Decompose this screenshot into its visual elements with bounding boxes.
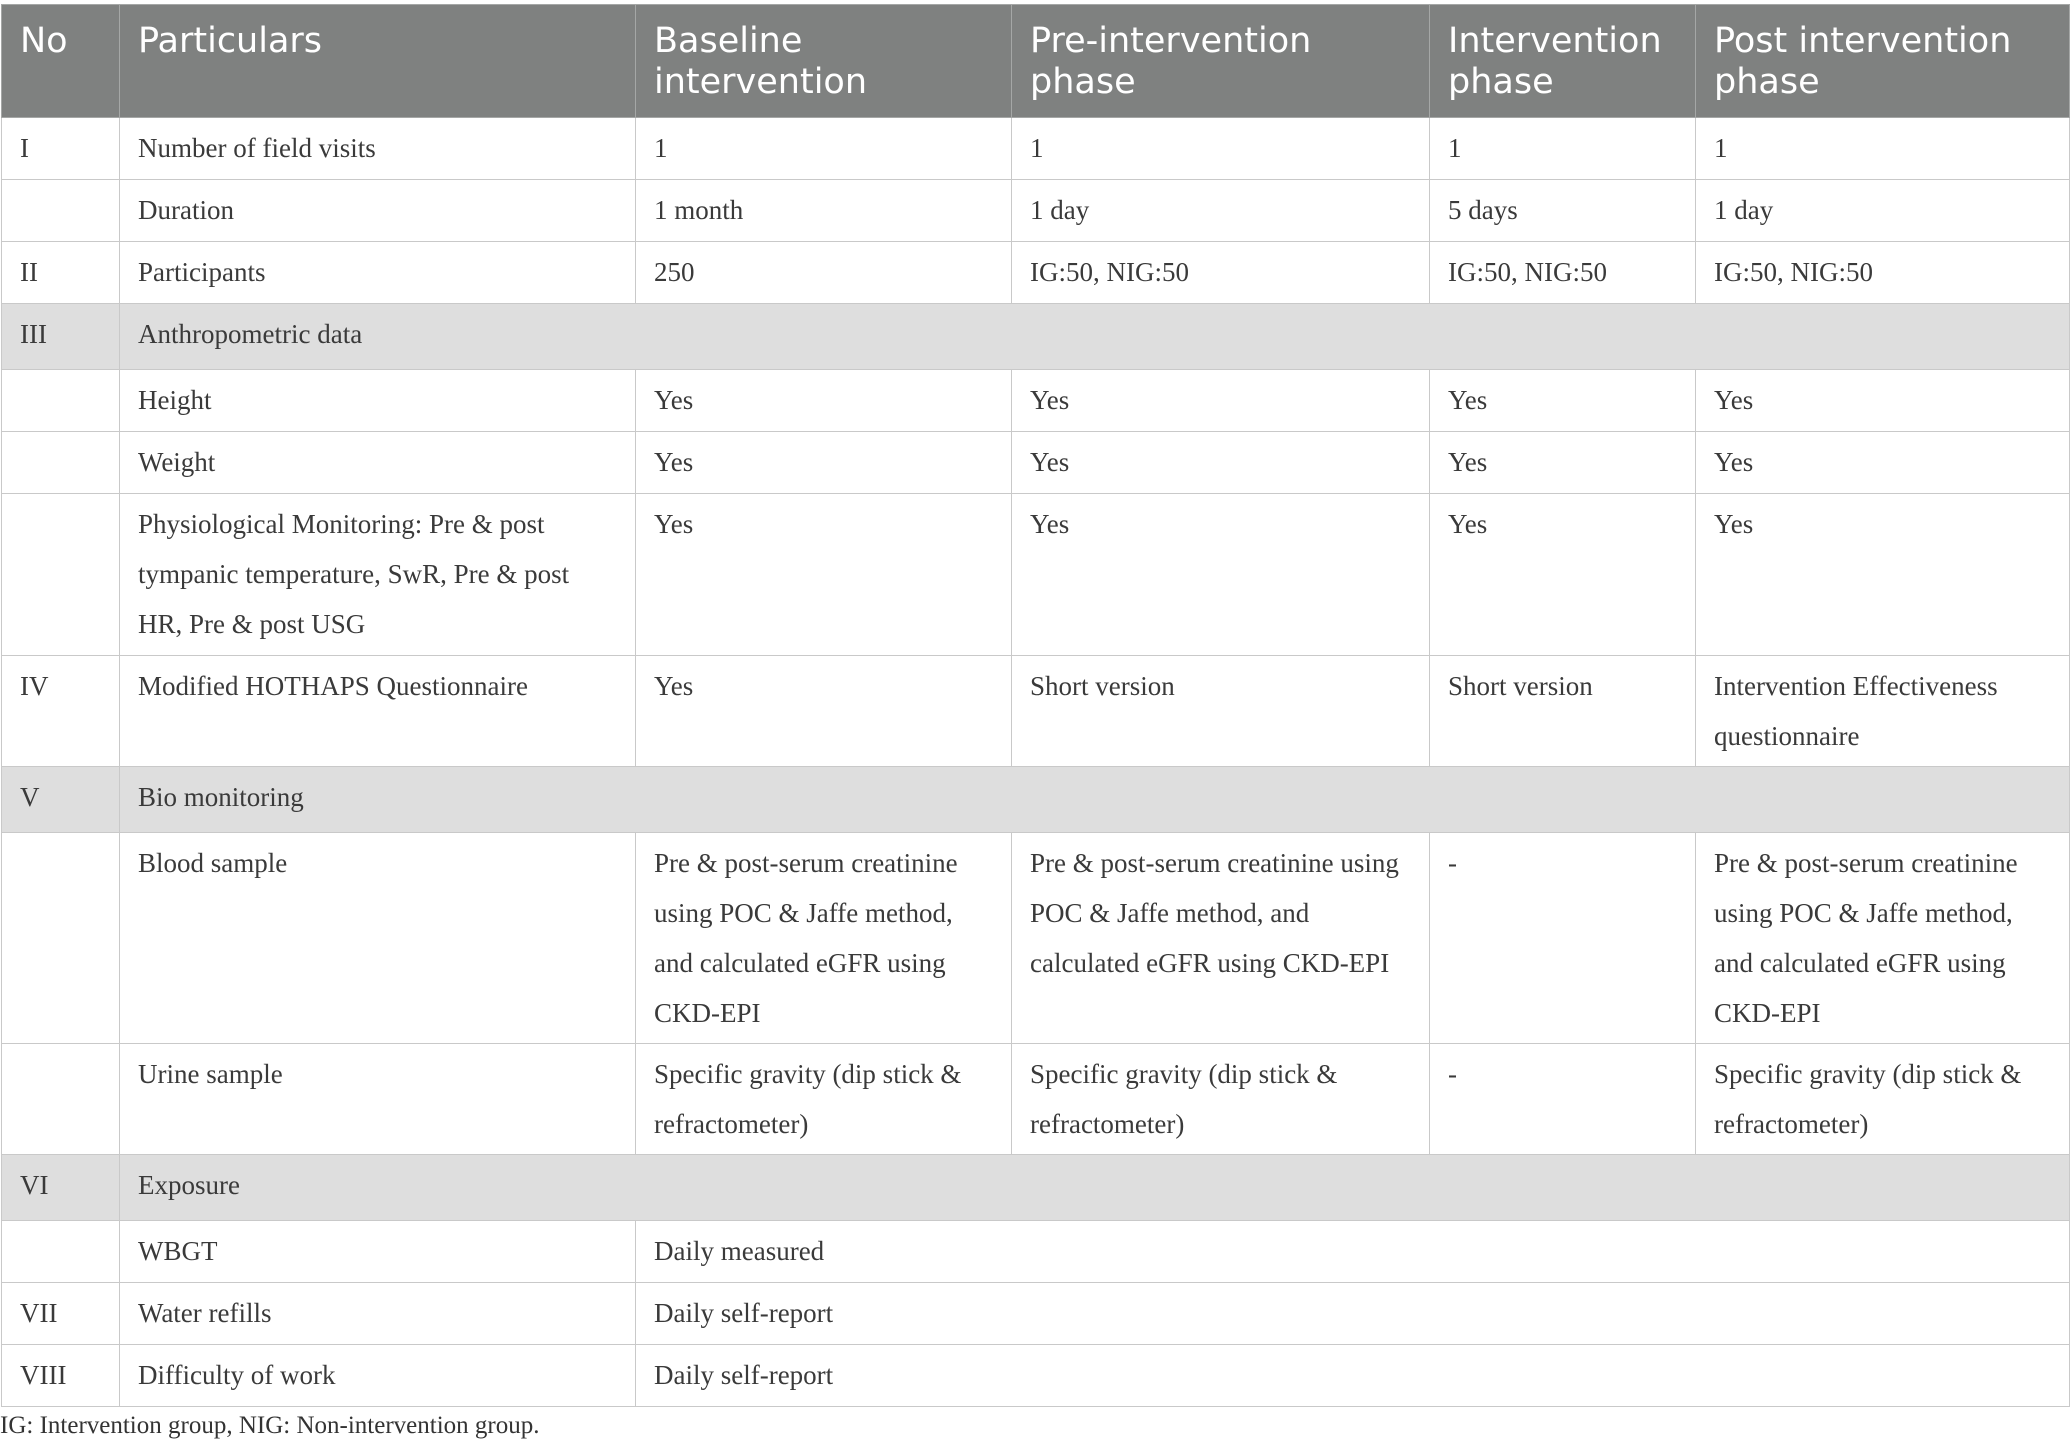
cell-post-intervention: Pre & post-serum creatinine using POC & Jaffe method, and calculated eGFR using CKD-EPI (1696, 833, 2070, 1044)
cell-pre-intervention: IG:50, NIG:50 (1012, 242, 1430, 304)
cell-intervention: - (1430, 833, 1696, 1044)
cell-baseline: 1 month (636, 180, 1012, 242)
cell-intervention: Short version (1430, 656, 1696, 767)
cell-post-intervention: 1 (1696, 118, 2070, 180)
cell-intervention: Yes (1430, 432, 1696, 494)
cell-no (2, 432, 120, 494)
cell-no: V (2, 767, 120, 833)
cell-baseline: Yes (636, 432, 1012, 494)
cell-no: VI (2, 1155, 120, 1221)
cell-baseline: 1 (636, 118, 1012, 180)
cell-no: IV (2, 656, 120, 767)
cell-no: VIII (2, 1345, 120, 1407)
cell-no (2, 1221, 120, 1283)
section-row-exposure (2, 1155, 2070, 1221)
cell-baseline: Pre & post-serum creatinine using POC & Jaffe method, and calculated eGFR using CKD-EPI (636, 833, 1012, 1044)
cell-merged-value: Daily self-report (636, 1283, 2070, 1345)
cell-particulars: Participants (120, 242, 636, 304)
cell-no (2, 833, 120, 1044)
table-row (2, 180, 2070, 242)
cell-no: III (2, 304, 120, 370)
cell-particulars: Number of field visits (120, 118, 636, 180)
cell-baseline: Yes (636, 370, 1012, 432)
section-title: Exposure (120, 1155, 2070, 1221)
cell-post-intervention: Specific gravity (dip stick & refractometer) (1696, 1044, 2070, 1155)
cell-post-intervention: Yes (1696, 494, 2070, 656)
table-row (2, 1044, 2070, 1155)
cell-no: II (2, 242, 120, 304)
cell-baseline: Yes (636, 494, 1012, 656)
cell-intervention: 5 days (1430, 180, 1696, 242)
cell-no (2, 1044, 120, 1155)
table-row (2, 1221, 2070, 1283)
cell-particulars: Water refills (120, 1283, 636, 1345)
table-row (2, 118, 2070, 180)
cell-post-intervention: IG:50, NIG:50 (1696, 242, 2070, 304)
section-title: Anthropometric data (120, 304, 2070, 370)
cell-post-intervention: 1 day (1696, 180, 2070, 242)
cell-baseline: Specific gravity (dip stick & refractometer) (636, 1044, 1012, 1155)
column-header-intervention: Intervention phase (1430, 5, 1696, 118)
cell-no: VII (2, 1283, 120, 1345)
cell-pre-intervention: Yes (1012, 494, 1430, 656)
cell-intervention: Yes (1430, 494, 1696, 656)
cell-particulars: Height (120, 370, 636, 432)
cell-no (2, 494, 120, 656)
cell-pre-intervention: 1 day (1012, 180, 1430, 242)
cell-particulars: Duration (120, 180, 636, 242)
table-row (2, 242, 2070, 304)
cell-merged-value: Daily self-report (636, 1345, 2070, 1407)
column-header-no: No (2, 5, 120, 118)
column-header-particulars: Particulars (120, 5, 636, 118)
cell-intervention: 1 (1430, 118, 1696, 180)
cell-post-intervention: Intervention Effectiveness questionnaire (1696, 656, 2070, 767)
table-header-row (2, 5, 2070, 118)
cell-particulars: Urine sample (120, 1044, 636, 1155)
table-row (2, 370, 2070, 432)
table-row (2, 1283, 2070, 1345)
cell-post-intervention: Yes (1696, 370, 2070, 432)
cell-pre-intervention: Yes (1012, 370, 1430, 432)
table-footnote: IG: Intervention group, NIG: Non-intervention group. (0, 1412, 540, 1439)
column-header-pre-intervention: Pre-intervention phase (1012, 5, 1430, 118)
cell-intervention: Yes (1430, 370, 1696, 432)
cell-particulars: Difficulty of work (120, 1345, 636, 1407)
cell-no: I (2, 118, 120, 180)
cell-no (2, 180, 120, 242)
cell-post-intervention: Yes (1696, 432, 2070, 494)
cell-pre-intervention: Short version (1012, 656, 1430, 767)
column-header-post-intervention: Post intervention phase (1696, 5, 2070, 118)
cell-particulars: Weight (120, 432, 636, 494)
cell-pre-intervention: 1 (1012, 118, 1430, 180)
study-design-table (1, 4, 2070, 1407)
cell-pre-intervention: Yes (1012, 432, 1430, 494)
column-header-baseline: Baseline intervention (636, 5, 1012, 118)
table-row (2, 656, 2070, 767)
cell-baseline: 250 (636, 242, 1012, 304)
cell-merged-value: Daily measured (636, 1221, 2070, 1283)
cell-pre-intervention: Pre & post-serum creatinine using POC & Jaffe method, and calculated eGFR using CKD-EPI (1012, 833, 1430, 1044)
table-row (2, 1345, 2070, 1407)
cell-particulars: Physiological Monitoring: Pre & post tympanic temperature, SwR, Pre & post HR, Pre & post USG (120, 494, 636, 656)
cell-baseline: Yes (636, 656, 1012, 767)
table-row (2, 494, 2070, 656)
section-row-anthropometric (2, 304, 2070, 370)
cell-intervention: IG:50, NIG:50 (1430, 242, 1696, 304)
cell-particulars: Modified HOTHAPS Questionnaire (120, 656, 636, 767)
cell-particulars: WBGT (120, 1221, 636, 1283)
section-row-bio-monitoring (2, 767, 2070, 833)
cell-no (2, 370, 120, 432)
table-row (2, 833, 2070, 1044)
table-row (2, 432, 2070, 494)
cell-pre-intervention: Specific gravity (dip stick & refractometer) (1012, 1044, 1430, 1155)
cell-particulars: Blood sample (120, 833, 636, 1044)
cell-intervention: - (1430, 1044, 1696, 1155)
section-title: Bio monitoring (120, 767, 2070, 833)
